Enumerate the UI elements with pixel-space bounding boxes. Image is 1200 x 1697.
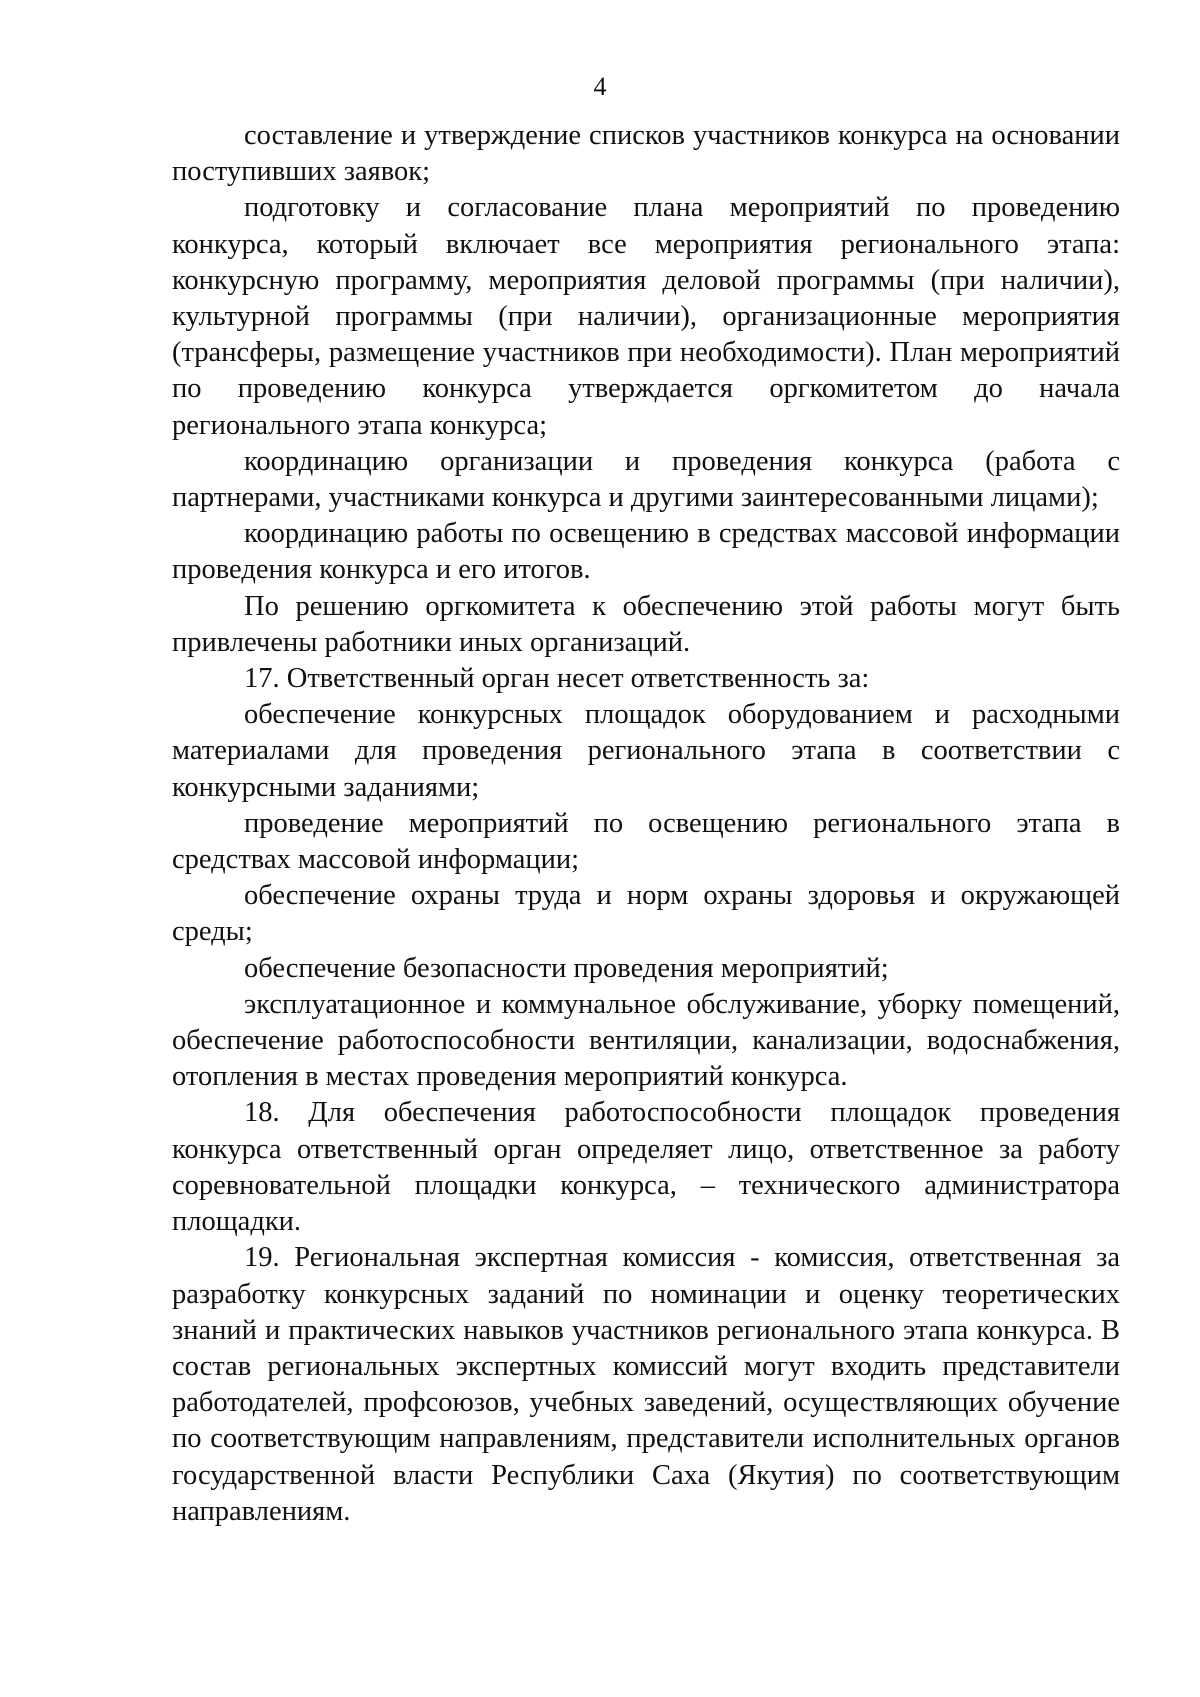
paragraph-security: обеспечение безопасности проведения мероприятий; <box>244 952 889 984</box>
paragraph-event-plan: подготовку и согласование плана мероприятий по проведению конкурса, который включает все мероприятия регионального этапа: конкурсную программу, мероприятия деловой программы (при наличии), культурной программы (при наличии), организационные мероприятия (трансферы, размещение участников при необходимости). План мероприятий по проведению конкурса утверждается оргкомитетом до начала регионального этапа конкурса; <box>172 192 1120 441</box>
paragraph-equipment: обеспечение конкурсных площадок оборудованием и расходными материалами для проведения регионального этапа в соответствии с конкурсными заданиями; <box>172 699 1120 803</box>
paragraph-other-workers: По решению оргкомитета к обеспечению этой работы могут быть привлечены работники иных организаций. <box>172 590 1120 658</box>
paragraph-maintenance: эксплуатационное и коммунальное обслуживание, уборку помещений, обеспечение работоспособности вентиляции, канализации, водоснабжения, отопления в местах проведения мероприятий конкурса. <box>172 988 1120 1093</box>
paragraph-media-events: проведение мероприятий по освещению регионального этапа в средствах массовой информации; <box>172 807 1120 876</box>
paragraph-lists-approval: составление и утверждение списков участников конкурса на основании поступивших заявок; <box>172 120 1120 188</box>
paragraph-labor-safety: обеспечение охраны труда и норм охраны здоровья и окружающей среды; <box>172 880 1120 948</box>
clause-18: 18. Для обеспечения работоспособности площадок проведения конкурса ответственный орган определяет лицо, ответственное за работу соревновательной площадки конкурса, – технического администратора площадки. <box>172 1097 1120 1238</box>
clause-17-heading: 17. Ответственный орган несет ответственность за: <box>244 663 870 695</box>
clause-19: 19. Региональная экспертная комиссия - комиссия, ответственная за разработку конкурсных заданий по номинации и оценку теоретических знаний и практических навыков участников регионального этапа конкурса. В состав региональных экспертных комиссий могут входить представители работодателей, профсоюзов, учебных заведений, осуществляющих обучение по соответствующим направлениям, представители исполнительных органов государственной власти Республики Саха (Якутия) по соответствующим направлениям. <box>172 1242 1120 1527</box>
paragraph-media-coordination: координацию работы по освещению в средствах массовой информации проведения конкурса и его итогов. <box>172 518 1120 586</box>
page-number: 4 <box>593 72 607 101</box>
document-body <box>172 118 1120 1530</box>
paragraph-coordination: координацию организации и проведения конкурса (работа с партнерами, участниками конкурса и другими заинтересованными лицами); <box>172 445 1120 514</box>
